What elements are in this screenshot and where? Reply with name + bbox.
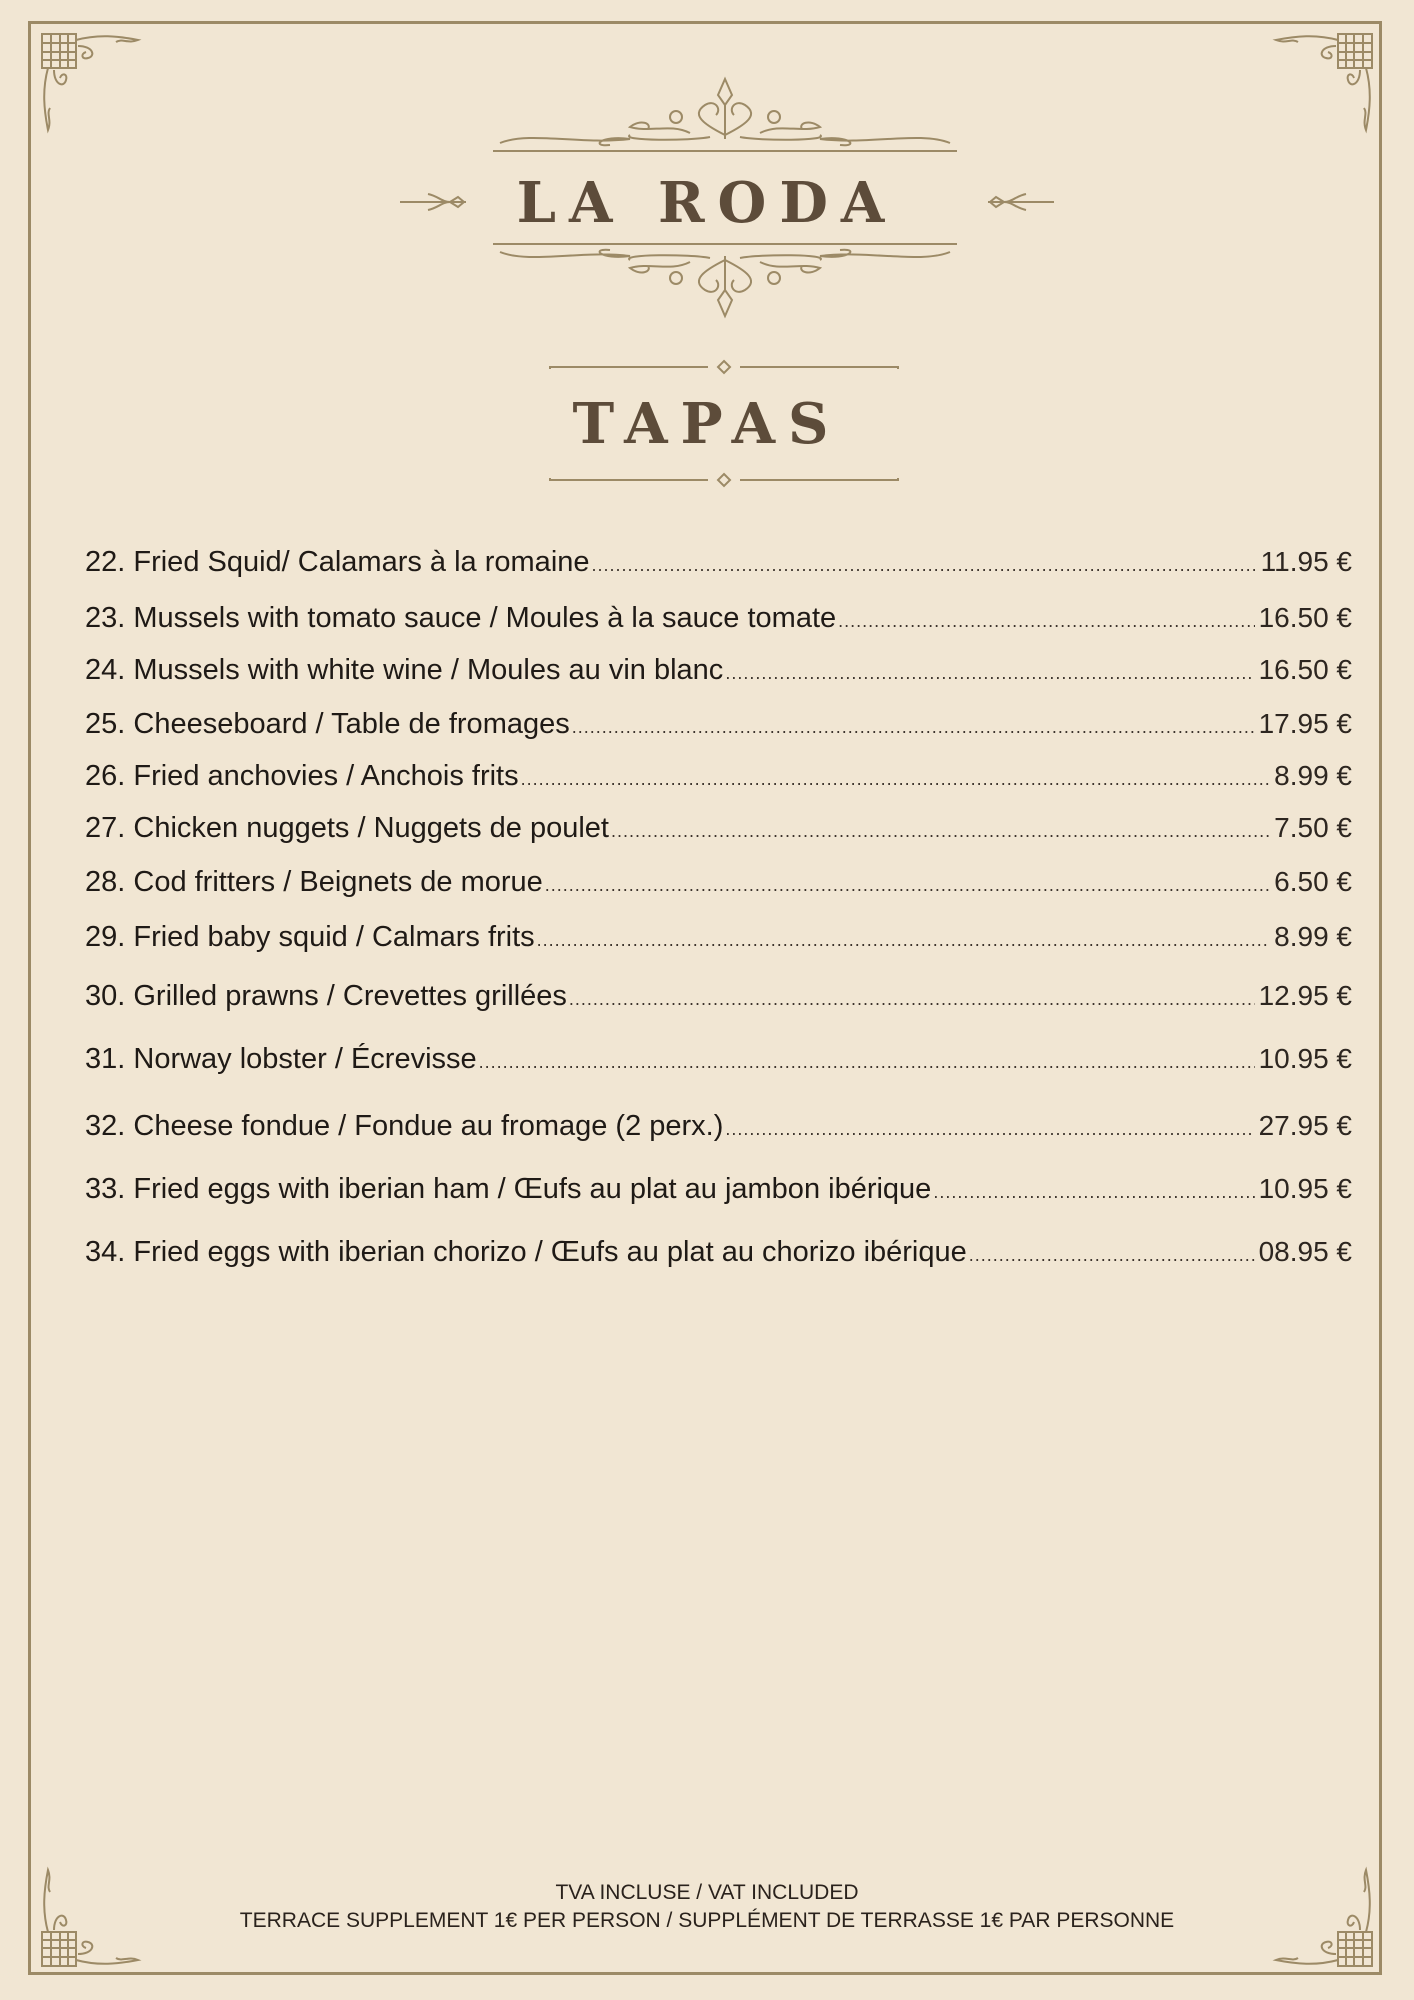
- menu-item: [85, 1232, 1352, 1272]
- dot-leader: [592, 545, 1257, 585]
- item-name: 32. Cheese fondue / Fondue au fromage (2 perx.): [85, 1110, 724, 1142]
- item-price: 16.50 €: [1258, 654, 1352, 685]
- item-name: 23. Mussels with tomato sauce / Moules à la sauce tomate: [85, 602, 837, 634]
- menu-item: [85, 542, 1352, 582]
- item-price: 08.95 €: [1258, 1236, 1352, 1267]
- menu-item: [85, 756, 1352, 796]
- menu-item: [85, 1039, 1352, 1079]
- item-name: 31. Norway lobster / Écrevisse: [85, 1043, 477, 1075]
- item-price: 12.95 €: [1258, 980, 1352, 1011]
- dot-leader: [969, 1235, 1255, 1275]
- flourish-ornament-icon: [490, 75, 960, 155]
- item-price: 10.95 €: [1258, 1173, 1352, 1204]
- dot-leader: [725, 653, 1254, 693]
- menu-item: [85, 1106, 1352, 1146]
- item-price: 16.50 €: [1258, 602, 1352, 633]
- dot-leader: [838, 601, 1254, 641]
- divider-ornament-icon: [548, 470, 900, 490]
- menu-item: [85, 808, 1352, 848]
- item-price: 27.95 €: [1258, 1110, 1352, 1141]
- item-name: 33. Fried eggs with iberian ham / Œufs au plat au jambon ibérique: [85, 1173, 932, 1205]
- item-price: 6.50 €: [1274, 866, 1352, 897]
- dot-leader: [933, 1172, 1254, 1212]
- dot-leader: [521, 759, 1271, 799]
- item-name: 25. Cheeseboard / Table de fromages: [85, 708, 570, 740]
- item-name: 24. Mussels with white wine / Moules au vin blanc: [85, 654, 724, 686]
- dot-leader: [611, 811, 1270, 851]
- dot-leader: [725, 1109, 1254, 1149]
- item-price: 7.50 €: [1274, 812, 1352, 843]
- item-price: 10.95 €: [1258, 1043, 1352, 1074]
- corner-ornament-icon: [38, 30, 148, 140]
- menu-item: [85, 650, 1352, 690]
- item-name: 30. Grilled prawns / Crevettes grillées: [85, 980, 567, 1012]
- vat-note: TVA INCLUSE / VAT INCLUDED: [555, 1881, 859, 1904]
- menu-item: [85, 704, 1352, 744]
- dot-leader: [545, 865, 1270, 905]
- flourish-ornament-icon: [490, 240, 960, 320]
- menu-item: [85, 1169, 1352, 1209]
- item-price: 11.95 €: [1260, 546, 1352, 577]
- divider-ornament-icon: [548, 357, 900, 377]
- item-price: 17.95 €: [1258, 708, 1352, 739]
- corner-ornament-icon: [1266, 30, 1376, 140]
- dot-leader: [569, 979, 1255, 1019]
- menu-item: [85, 976, 1352, 1016]
- item-name: 22. Fried Squid/ Calamars à la romaine: [85, 546, 590, 578]
- item-price: 8.99 €: [1274, 760, 1352, 791]
- section-title: TAPAS: [572, 391, 842, 457]
- menu-item: [85, 917, 1352, 957]
- item-name: 26. Fried anchovies / Anchois frits: [85, 760, 519, 792]
- dot-leader: [479, 1042, 1255, 1082]
- menu-item: [85, 598, 1352, 638]
- item-price: 8.99 €: [1274, 921, 1352, 952]
- item-name: 34. Fried eggs with iberian chorizo / Œufs au plat au chorizo ibérique: [85, 1236, 967, 1268]
- menu-item: [85, 862, 1352, 902]
- item-name: 28. Cod fritters / Beignets de morue: [85, 866, 543, 898]
- dot-leader: [572, 707, 1255, 747]
- item-name: 27. Chicken nuggets / Nuggets de poulet: [85, 812, 609, 844]
- terrace-note: TERRACE SUPPLEMENT 1€ PER PERSON / SUPPLÉMENT DE TERRASSE 1€ PAR PERSONNE: [239, 1909, 1175, 1932]
- dot-leader: [537, 920, 1270, 960]
- item-name: 29. Fried baby squid / Calmars frits: [85, 921, 535, 953]
- restaurant-name: LA RODA: [516, 170, 898, 236]
